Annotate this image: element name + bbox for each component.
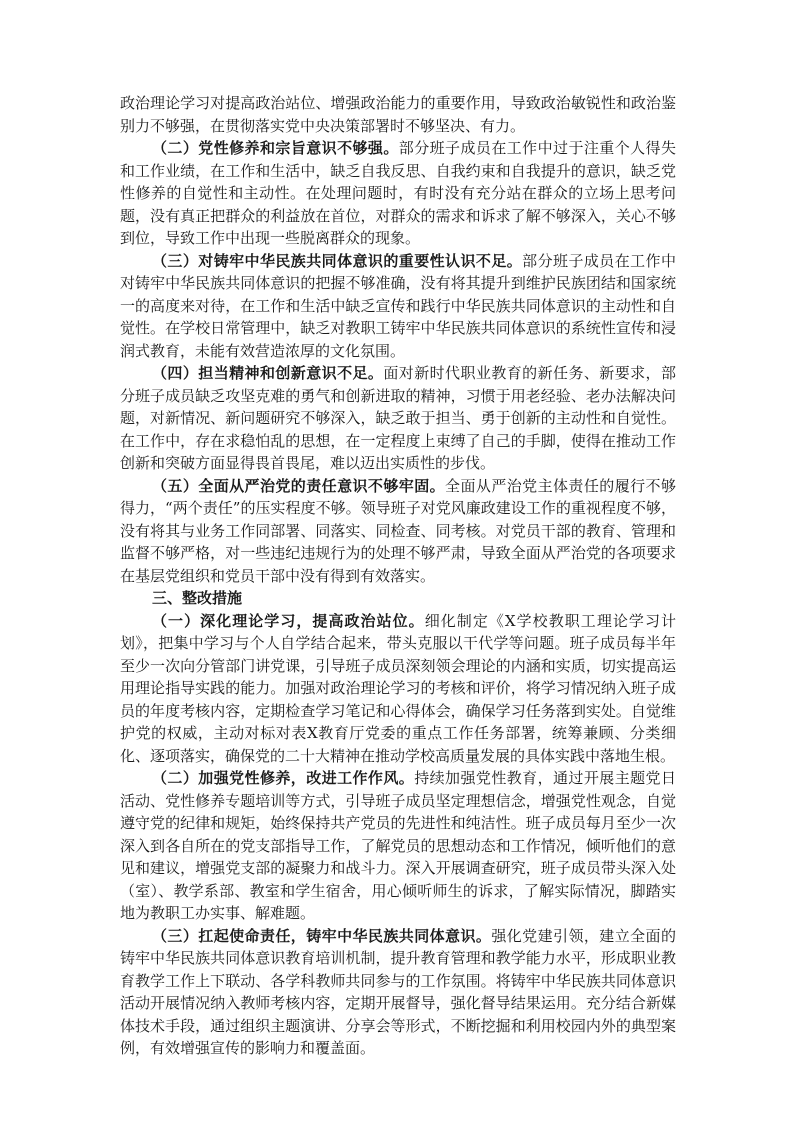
section-heading [120, 587, 676, 610]
paragraph-measure-2 [120, 767, 676, 925]
paragraph-body: 政治理论学习对提高政治站位、增强政治能力的重要作用，导致政治敏锐性和政治鉴别力不够强，在贯彻落实党中央决策部署时不够坚决、有力。 [120, 94, 676, 135]
paragraph-measure-1 [120, 610, 676, 768]
paragraph-body: 强化党建引领，建立全面的铸牢中华民族共同体意识教育培训机制，提升教育管理和教学能力水平，形成职业教育教学工作上下联动、各学科教师共同参与的工作氛围。将铸牢中华民族共同体意识活动开展情况纳入教师考核内容，定期开展督导，强化督导结果运用。充分结合新媒体技术手段，通过组织主题演讲、分享会等形式，不断挖掘和利用校园内外的典型案例，有效增强宣传的影响力和覆盖面。 [120, 926, 676, 1057]
paragraph-issue-5 [120, 475, 676, 588]
paragraph-body: 面对新时代职业教育的新任务、新要求，部分班子成员缺乏攻坚克难的勇气和创新进取的精神，习惯于用老经验、老办法解决问题，对新情况、新问题研究不够深入，缺乏敢于担当、勇于创新的主动性和自觉性。在工作中，存在求稳怕乱的思想，在一定程度上束缚了自己的手脚，使得在推动工作创新和突破方面显得畏首畏尾，难以迈出实质性的步伐。 [120, 364, 676, 472]
document-body [120, 92, 676, 1060]
paragraph-issue-4 [120, 362, 676, 475]
paragraph-continued [120, 92, 676, 137]
paragraph-body: 部分班子成员在工作中过于注重个人得失和工作业绩，在工作和生活中，缺乏自我反思、自我约束和自我提升的意识，缺乏党性修养的自觉性和主动性。在处理问题时，有时没有充分站在群众的立场上思考问题，没有真正把群众的利益放在首位，对群众的需求和诉求了解不够深入，关心不够到位，导致工作中出现一些脱离群众的现象。 [120, 139, 676, 247]
paragraph-body: 部分班子成员在工作中对铸牢中华民族共同体意识的把握不够准确，没有将其提升到维护民族团结和国家统一的高度来对待，在工作和生活中缺乏宣传和践行中华民族共同体意识的主动性和自觉性。在学校日常管理中，缺乏对教职工铸牢中华民族共同体意识的系统性宣传和浸润式教育，未能有效营造浓厚的文化氛围。 [120, 251, 676, 360]
paragraph-measure-3 [120, 925, 676, 1060]
paragraph-issue-2 [120, 137, 676, 250]
paragraph-heading: （五）全面从严治党的责任意识不够牢固。 [152, 476, 446, 495]
paragraph-body: 细化制定《X学校教职工理论学习计划》，把集中学习与个人自学结合起来，带头克服以干代学等问题。班子成员每半年至少一次向分管部门讲党课，引导班子成员深刻领会理论的内涵和实质，切实提高运用理论指导实践的能力。加强对政治理论学习的考核和评价，将学习情况纳入班子成员的年度考核内容，定期检查学习笔记和心得体会，确保学习任务落到实处。自觉维护党的权威，主动对标对表X教育厅党委的重点工作任务部署，统筹兼顾、分类细化、逐项落实，确保党的二十大精神在推动学校高质量发展的具体实践中落地生根。 [120, 611, 676, 765]
paragraph-heading: （二）加强党性修养，改进工作作风。 [152, 769, 415, 787]
paragraph-body: 全面从严治党主体责任的履行不够得力，“两个责任”的压实程度不够。领导班子对党风廉政建设工作的重视程度不够，没有将其与业务工作同部署、同落实、同检查、同考核。对党员干部的教育、管理和监督不够严格，对一些违纪违规行为的处理不够严肃，导致全面从严治党的各项要求在基层党组织和党员干部中没有得到有效落实。 [120, 476, 676, 585]
paragraph-issue-3 [120, 250, 676, 363]
paragraph-heading: （四）担当精神和创新意识不足。 [152, 364, 384, 382]
paragraph-heading: （三）对铸牢中华民族共同体意识的重要性认识不足。 [152, 251, 523, 270]
section-heading-text: 三、整改措施 [152, 589, 243, 607]
paragraph-body: 持续加强党性教育，通过开展主题党日活动、党性修养专题培训等方式，引导班子成员坚定理想信念，增强党性观念，自觉遵守党的纪律和规矩，始终保持共产党员的先进性和纯洁性。班子成员每月至少一次深入到各自所在的党支部指导工作，了解党员的思想动态和工作情况，倾听他们的意见和建议，增强党支部的凝聚力和战斗力。深入开展调查研究，班子成员带头深入处（室）、教学系部、教室和学生宿舍，用心倾听师生的诉求，了解实际情况，脚踏实地为教职工办实事、解难题。 [120, 769, 676, 922]
paragraph-heading: （三）扛起使命责任，铸牢中华民族共同体意识。 [152, 926, 492, 945]
paragraph-heading: （一）深化理论学习，提高政治站位。 [152, 611, 425, 630]
paragraph-heading: （二）党性修养和宗旨意识不够强。 [152, 139, 399, 157]
